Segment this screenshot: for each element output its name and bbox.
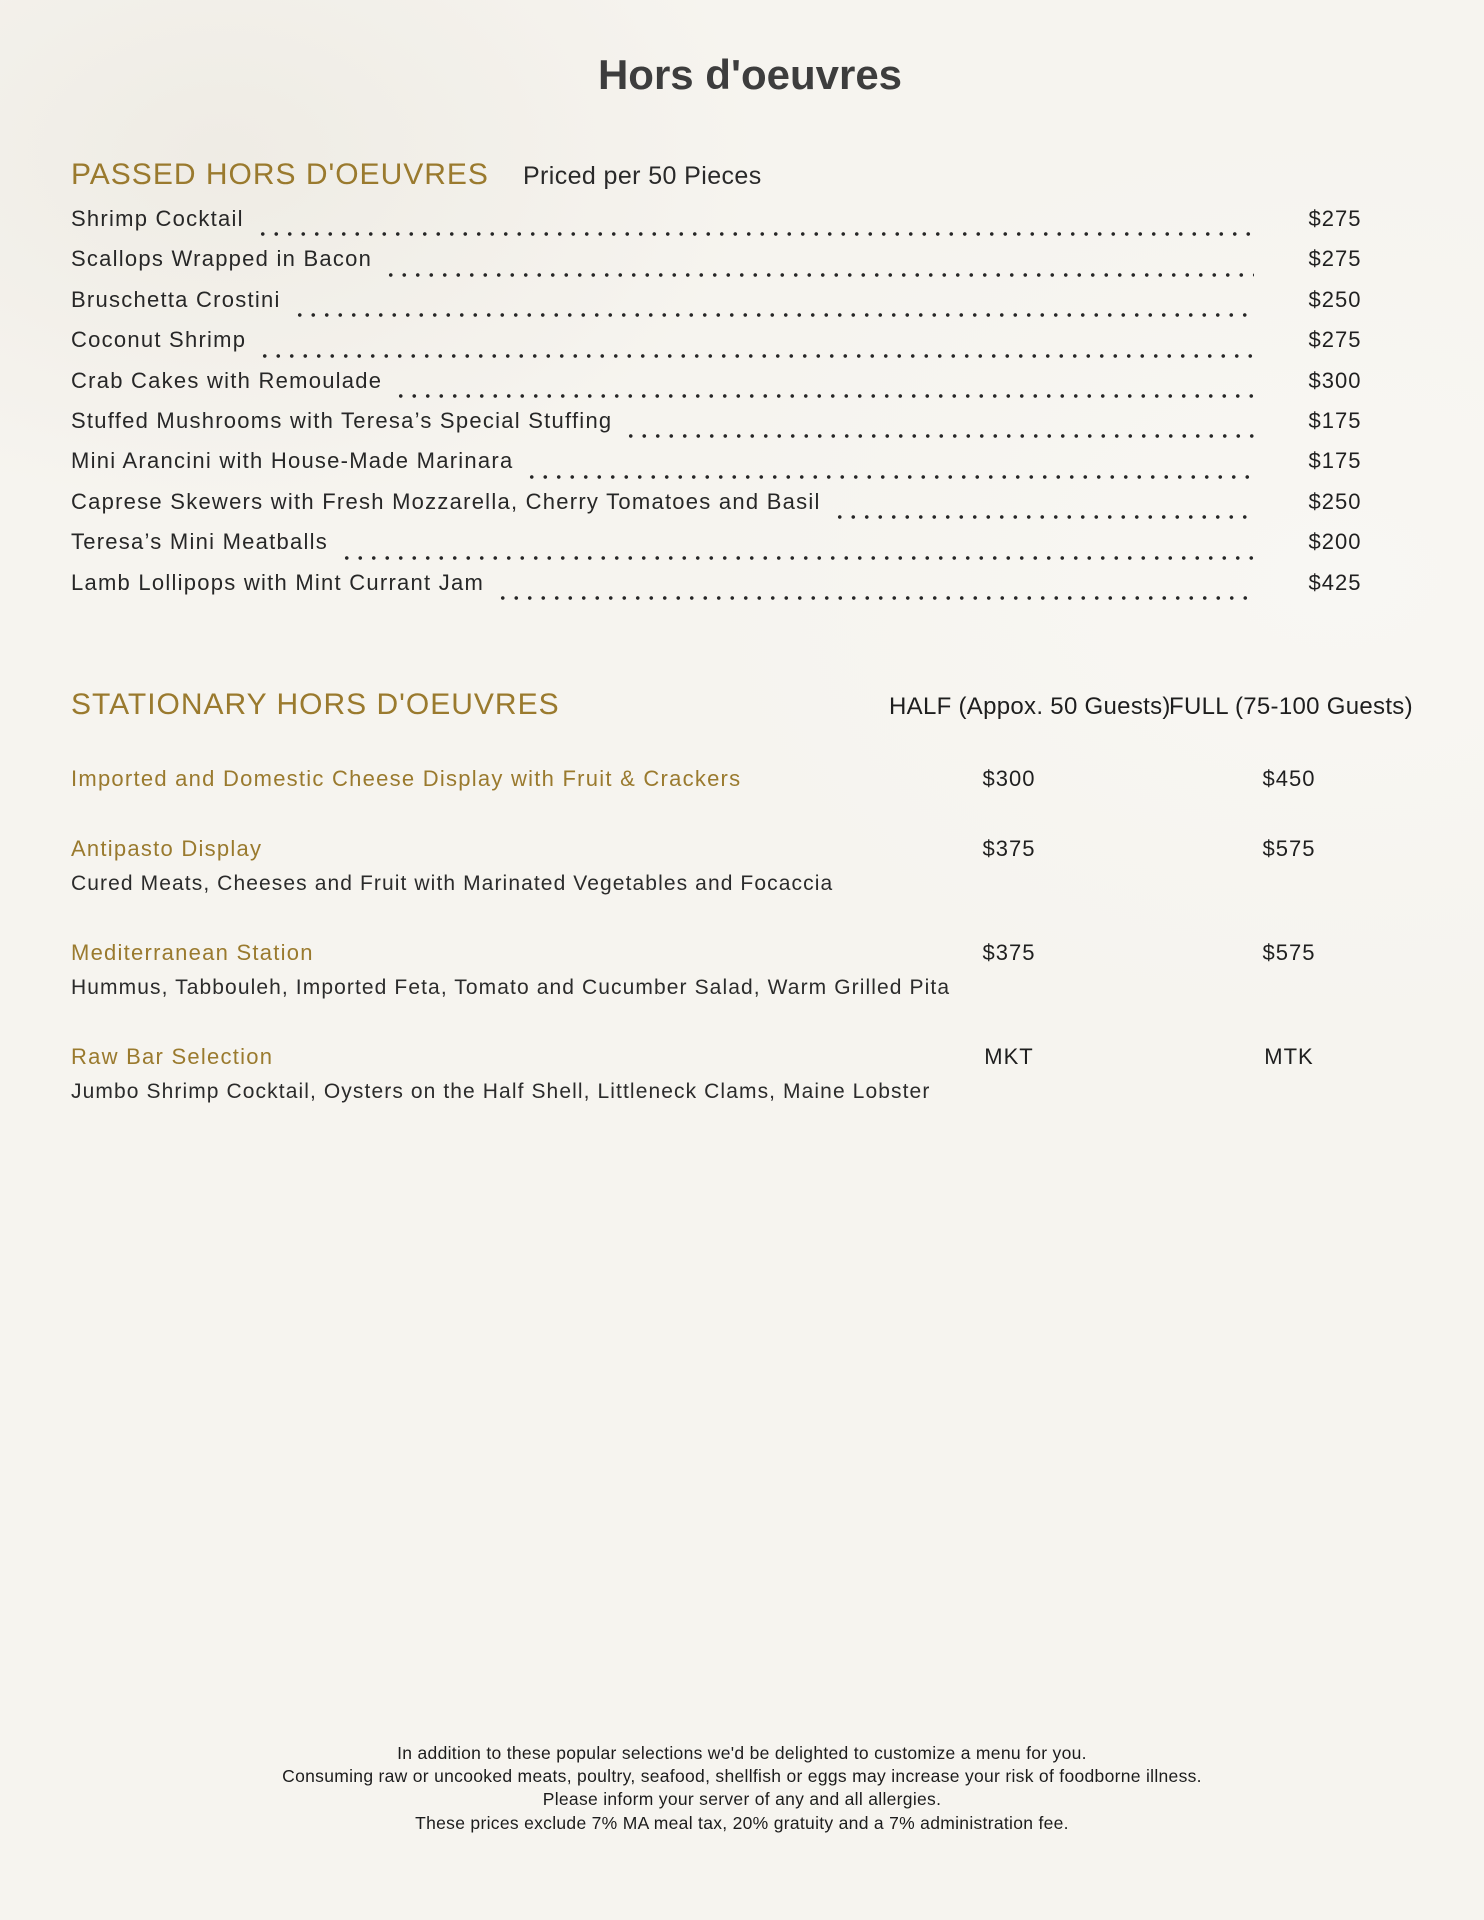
- menu-item-row: [71, 529, 1400, 569]
- menu-item-name: Crab Cakes with Remoulade: [71, 367, 383, 393]
- stationary-item-half-price: $375: [982, 835, 1036, 861]
- menu-item-row: [71, 287, 1400, 327]
- stationary-item-name: Raw Bar Selection: [71, 1043, 274, 1069]
- dot-leader: [340, 556, 1254, 560]
- footer-disclaimer: [0, 1742, 1484, 1835]
- stationary-item-row: [71, 940, 1429, 966]
- menu-item-name: Mini Arancini with House-Made Marinara: [71, 448, 514, 474]
- stationary-item-row: [71, 1044, 1429, 1070]
- stationary-item-half-price: $375: [982, 939, 1036, 965]
- stationary-item-full-price: $575: [1262, 939, 1316, 965]
- dot-leader: [256, 232, 1254, 236]
- passed-items-list: [71, 206, 1429, 610]
- stationary-item: [71, 940, 1429, 1000]
- menu-item-price: $175: [1308, 448, 1362, 474]
- dot-leader: [833, 515, 1254, 519]
- menu-item-row: [71, 570, 1400, 610]
- stationary-section-heading: STATIONARY HORS D'OEUVRES: [71, 687, 560, 721]
- footer-line: Please inform your server of any and all allergies.: [542, 1789, 942, 1810]
- menu-item-row: [71, 246, 1400, 286]
- menu-item-name: Scallops Wrapped in Bacon: [71, 246, 373, 272]
- menu-item-name: Caprese Skewers with Fresh Mozzarella, Cherry Tomatoes and Basil: [71, 488, 821, 514]
- full-column-header: FULL (75-100 Guests): [1169, 692, 1413, 720]
- menu-item-row: [71, 448, 1400, 488]
- menu-item-price: $425: [1308, 569, 1362, 595]
- stationary-item-row: [71, 836, 1429, 862]
- dot-leader: [525, 475, 1254, 479]
- passed-section-subheading: Priced per 50 Pieces: [522, 162, 762, 190]
- stationary-item-full-price: $450: [1262, 765, 1316, 791]
- menu-item-name: Stuffed Mushrooms with Teresa’s Special Stuffing: [71, 407, 613, 433]
- footer-line: In addition to these popular selections we'd be delighted to customize a menu for you.: [397, 1743, 1087, 1763]
- stationary-item-description: Hummus, Tabbouleh, Imported Feta, Tomato and Cucumber Salad, Warm Grilled Pita: [71, 975, 951, 999]
- menu-item-name: Coconut Shrimp: [71, 327, 247, 353]
- menu-item-name: Teresa’s Mini Meatballs: [71, 529, 328, 555]
- stationary-item: [71, 766, 1429, 792]
- menu-item-row: [71, 206, 1400, 246]
- dot-leader: [496, 596, 1254, 600]
- footer-line: Consuming raw or uncooked meats, poultry, seafood, shellfish or eggs may increase your risk of foodborne illness.: [282, 1766, 1202, 1787]
- menu-item-row: [71, 489, 1400, 529]
- passed-section-header: [71, 158, 1429, 192]
- half-column-header: HALF (Appox. 50 Guests): [889, 692, 1171, 720]
- stationary-item-name: Imported and Domestic Cheese Display with Fruit & Crackers: [71, 765, 742, 791]
- page-title: Hors d'oeuvres: [597, 51, 903, 98]
- stationary-section-header: [71, 688, 1429, 722]
- stationary-item-half-price: MKT: [984, 1043, 1034, 1069]
- menu-item-price: $275: [1308, 327, 1362, 353]
- dot-leader: [384, 273, 1254, 277]
- stationary-item-row: [71, 766, 1429, 792]
- stationary-item-description: Cured Meats, Cheeses and Fruit with Marinated Vegetables and Focaccia: [71, 871, 834, 895]
- dot-leader: [394, 394, 1254, 398]
- dot-leader: [258, 354, 1254, 358]
- menu-item-price: $175: [1308, 407, 1362, 433]
- stationary-item: [71, 1044, 1429, 1104]
- stationary-item-description: Jumbo Shrimp Cocktail, Oysters on the Half Shell, Littleneck Clams, Maine Lobster: [71, 1079, 931, 1103]
- menu-item-name: Bruschetta Crostini: [71, 286, 281, 312]
- stationary-item-full-price: $575: [1262, 835, 1316, 861]
- passed-section-heading: PASSED HORS D'OEUVRES: [71, 158, 489, 191]
- stationary-item-name: Antipasto Display: [71, 835, 263, 861]
- menu-item-price: $275: [1308, 206, 1362, 231]
- stationary-item-half-price: $300: [982, 765, 1036, 791]
- menu-item-price: $250: [1308, 488, 1362, 514]
- footer-line: These prices exclude 7% MA meal tax, 20% gratuity and a 7% administration fee.: [415, 1812, 1069, 1833]
- menu-item-price: $275: [1308, 246, 1362, 272]
- menu-item-name: Lamb Lollipops with Mint Currant Jam: [71, 569, 485, 595]
- menu-item-row: [71, 327, 1400, 367]
- stationary-item-full-price: MTK: [1264, 1043, 1314, 1069]
- stationary-item-name: Mediterranean Station: [71, 939, 314, 965]
- menu-item-price: $250: [1308, 286, 1362, 312]
- dot-leader: [624, 434, 1254, 438]
- menu-item-row: [71, 368, 1400, 408]
- menu-item-price: $300: [1308, 367, 1362, 393]
- menu-item-price: $200: [1308, 529, 1362, 555]
- stationary-item: [71, 836, 1429, 896]
- menu-item-row: [71, 408, 1400, 448]
- menu-item-name: Shrimp Cocktail: [71, 206, 244, 231]
- dot-leader: [293, 313, 1254, 317]
